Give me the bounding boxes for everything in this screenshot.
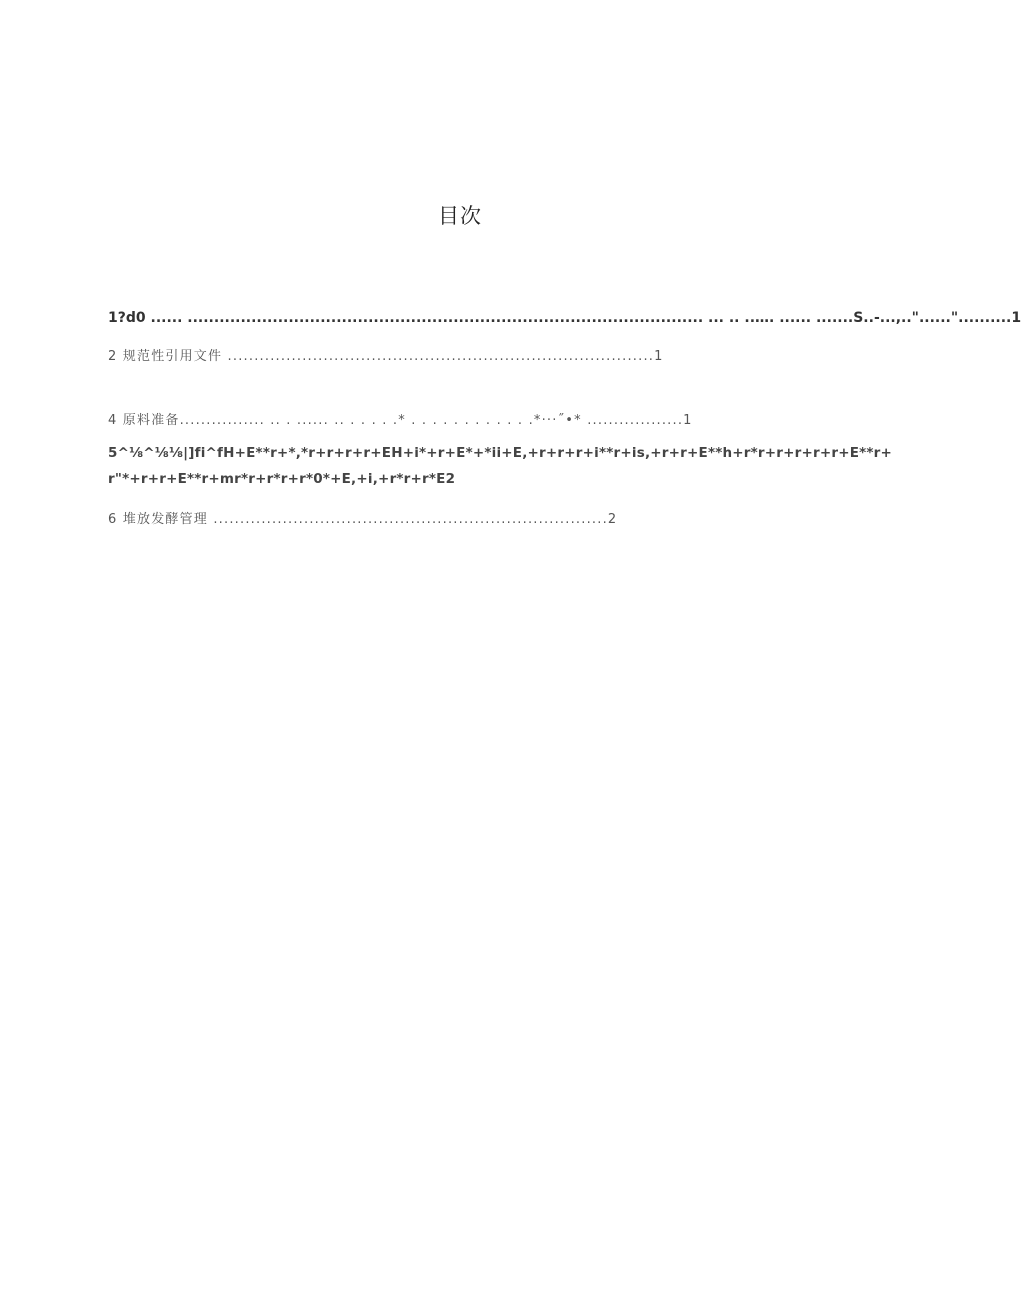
toc-entry-4[interactable]: 4 原料准备................ .. . ...... .. . . . . .* . . . . . . . . . . . .*···˝•* ..................1 — [108, 413, 693, 428]
toc-entry-6[interactable]: 6 堆放发酵管理 ..........................................................................2 — [108, 512, 618, 527]
toc-entry-5-line-1[interactable]: 5^⅛^⅛⅛|]fi^fH+E**r+*,*r+r+r+r+EH+i*+r+E*+*ii+E,+r+r+r+i**r+is,+r+r+E**h+r*r+r+r+r+r+E**r+ — [108, 445, 893, 461]
toc-title: 目次 — [438, 204, 482, 228]
toc-entry-1[interactable]: 1?d0 ...... ................................................................................................. ... .. ..…. ...... .......S..-...,.."......"..........1 — [108, 310, 1021, 326]
toc-entry-2[interactable]: 2 规范性引用文件 ................................................................................1 — [108, 349, 664, 364]
toc-entry-5-line-2[interactable]: r"*+r+r+E**r+mr*r+r*r+r*0*+E,+i,+r*r+r*E2 — [108, 471, 456, 487]
